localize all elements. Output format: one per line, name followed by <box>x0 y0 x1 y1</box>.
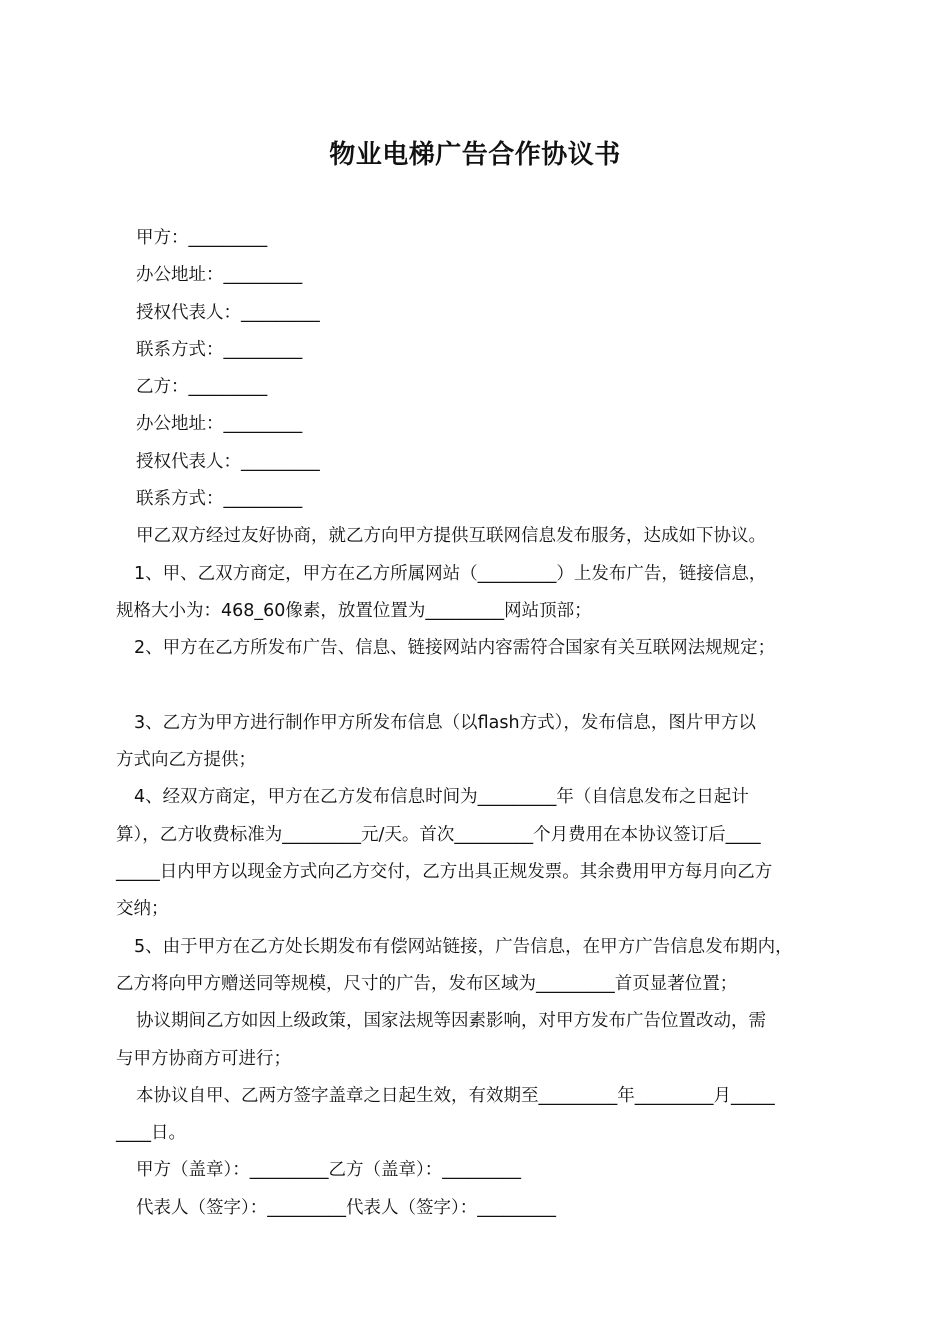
blank-spacer <box>116 668 840 705</box>
clause-1-line-1: 1、甲、乙双方商定，甲方在乙方所属网站（_________）上发布广告，链接信息， <box>134 563 767 584</box>
clause-4-line-4: 交纳； <box>116 899 169 920</box>
clause-2: 2、甲方在乙方所发布广告、信息、链接网站内容需符合国家有关互联网法规规定； <box>134 638 776 659</box>
effective-date-line-2: ____日。 <box>116 1123 186 1144</box>
party-a-representative: 授权代表人：_________ <box>136 302 320 323</box>
clause-3-line-1: 3、乙方为甲方进行制作甲方所发布信息（以flash方式），发布信息，图片甲方以 <box>134 712 756 733</box>
party-a-address: 办公地址：_________ <box>136 265 303 286</box>
clause-4-line-1: 4、经双方商定，甲方在乙方发布信息时间为_________年（自信息发布之日起计 <box>134 787 749 808</box>
policy-change-line-2: 与甲方协商方可进行； <box>116 1048 291 1069</box>
party-b-label: 乙方：_________ <box>136 377 268 398</box>
clause-4-line-2: 算），乙方收费标准为_________元/天。首次_________个月费用在本协议签订后____ <box>116 824 761 845</box>
party-b-address: 办公地址：_________ <box>136 414 303 435</box>
party-a-label: 甲方：_________ <box>136 228 268 248</box>
seal-line: 甲方（盖章）：_________乙方（盖章）：_________ <box>136 1160 521 1181</box>
policy-change-line-1: 协议期间乙方如因上级政策，国家法规等因素影响，对甲方发布广告位置改动，需 <box>136 1011 766 1032</box>
document-title: 物业电梯广告合作协议书 <box>329 140 621 170</box>
signature-line: 代表人（签字）：_________代表人（签字）：_________ <box>136 1197 556 1218</box>
clause-5-line-1: 5、由于甲方在乙方处长期发布有偿网站链接，广告信息，在甲方广告信息发布期内， <box>134 936 793 957</box>
effective-date-line-1: 本协议自甲、乙两方签字盖章之日起生效，有效期至_________年_________月_____ <box>136 1085 775 1106</box>
clause-5-line-2: 乙方将向甲方赠送同等规模，尺寸的广告，发布区域为_________首页显著位置； <box>116 973 738 994</box>
clause-1-line-2: 规格大小为：468_60像素，放置位置为_________网站顶部； <box>116 600 592 621</box>
agreement-intro: 甲乙双方经过友好协商，就乙方向甲方提供互联网信息发布服务，达成如下协议。 <box>136 526 766 547</box>
party-a-contact: 联系方式：_________ <box>136 339 303 360</box>
document-body <box>116 220 840 1227</box>
clause-3-line-2: 方式向乙方提供； <box>116 750 256 771</box>
party-b-representative: 授权代表人：_________ <box>136 451 320 472</box>
party-b-contact: 联系方式：_________ <box>136 489 303 510</box>
clause-4-line-3: _____日内甲方以现金方式向乙方交付，乙方出具正规发票。其余费用甲方每月向乙方 <box>116 862 773 883</box>
